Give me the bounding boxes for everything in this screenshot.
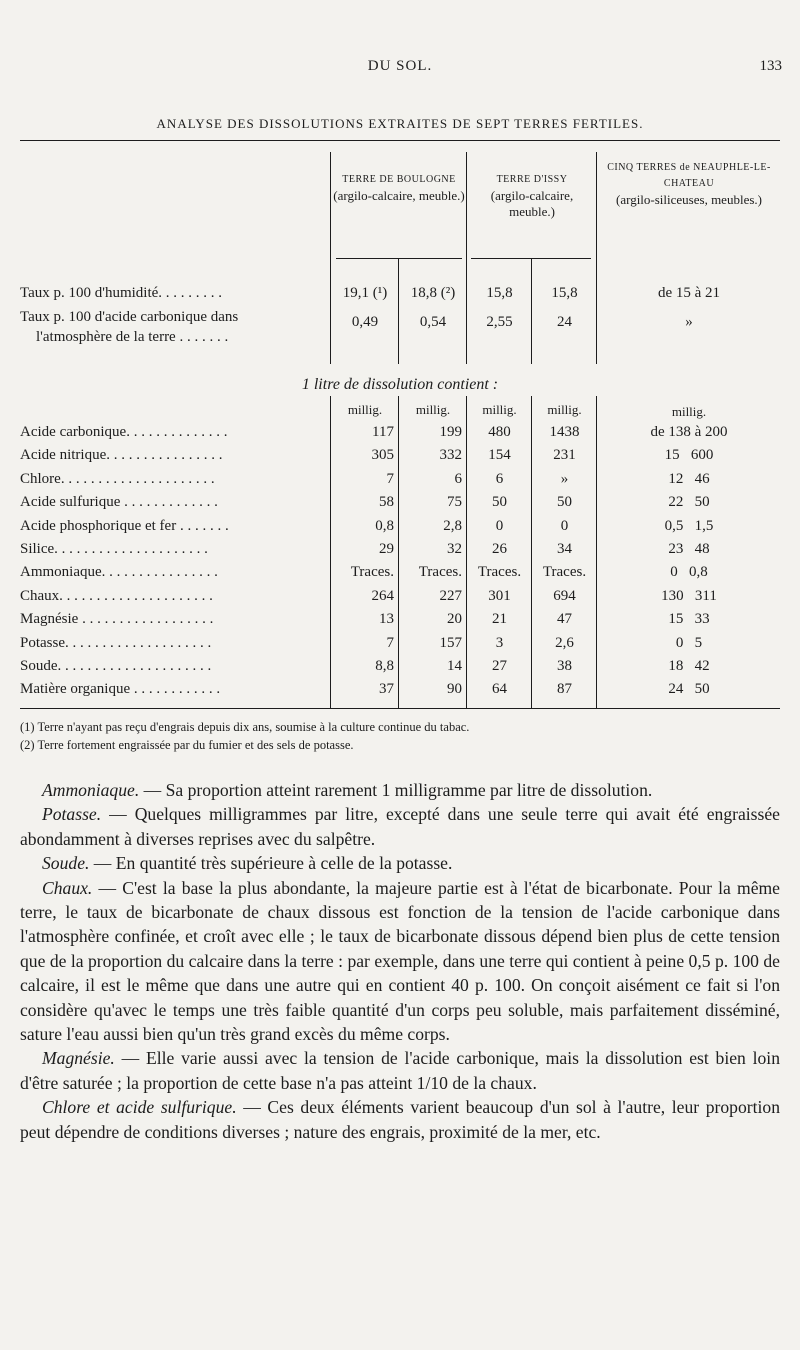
cell: 75 [447, 494, 462, 510]
unit-cell: millig. [347, 402, 383, 417]
body-text [20, 778, 780, 1144]
header-rule [336, 258, 462, 259]
cell: 12 46 [668, 471, 710, 487]
table-bottom-rule [20, 708, 780, 709]
row-label: Acide carbonique. . . . . . . . . . . . . . [20, 424, 228, 440]
row-label: Chlore. . . . . . . . . . . . . . . . . . . . . [20, 471, 215, 487]
paragraph: Potasse. — Quelques milligrammes par litre, excepté dans une seule terre qui avait été engraissée abondamment à diverses reprises avec du salpêtre. [20, 804, 780, 849]
cell: 157 [439, 635, 462, 651]
paragraph: Chaux. — C'est la base la plus abondante, la majeure partie est à l'état de bicarbonate. Pour la même terre, le taux de bicarbonate de chaux dissous est fonction de la tension de l'acide carbonique dans l'atmosphère confinée, et croît avec elle ; le taux de bicarbonate dissous dépend bien plus de cette tension que de la proportion du calcaire dans la terre : par exemple, dans une terre qui contient à peine 0,5 p. 100 de calcaire, il est le même que dans une autre qui en contient 40 p. 100. On conçoit aisément ce fait si l'on considère qu'avec le temps une très faible quantité d'un corps peu soluble, mais parfaitement disséminé, sature l'eau aussi bien qu'un très grand excès du même corps. [20, 877, 780, 1045]
page-number: 133 [759, 58, 782, 74]
cell: 0 [560, 518, 569, 534]
cell: de 15 à 21 [657, 285, 721, 301]
cell: 0 5 [675, 635, 703, 651]
column-header-neauphle [598, 160, 780, 208]
cell: 0,8 [375, 518, 394, 534]
cell: 32 [447, 541, 462, 557]
cell: 15,8 [551, 285, 578, 301]
row-label-co2-cont: l'atmosphère de la terre . . . . . . . [36, 329, 229, 345]
row-label: Magnésie . . . . . . . . . . . . . . . . . . [20, 611, 214, 627]
column-rule [531, 396, 532, 708]
cell: 15,8 [486, 285, 513, 301]
cell: Traces. [542, 564, 587, 580]
cell: 0,54 [419, 314, 447, 330]
cell: 26 [492, 541, 507, 557]
cell: 0,49 [351, 314, 379, 330]
column-rule [466, 396, 467, 708]
row-label-humidity: Taux p. 100 d'humidité. . . . . . . . . [20, 285, 223, 301]
cell: 301 [488, 588, 511, 604]
cell: 38 [557, 658, 572, 674]
cell: 8,8 [375, 658, 394, 674]
column-header-boulogne [332, 172, 466, 204]
cell: » [560, 471, 569, 487]
column-rule [330, 396, 331, 708]
cell: 15 600 [664, 447, 714, 463]
row-label: Soude. . . . . . . . . . . . . . . . . . . . . [20, 658, 212, 674]
cell: 18 42 [668, 658, 710, 674]
paragraph: Chlore et acide sulfurique. — Ces deux éléments varient beaucoup d'un sol à l'autre, leur proportion peut dépendre de conditions diverses ; nature des engrais, proximité de la mer, etc. [20, 1097, 780, 1142]
unit-cell: millig. [547, 402, 582, 417]
cell: 22 50 [668, 494, 710, 510]
cell: 29 [379, 541, 394, 557]
paragraph: Soude. — En quantité très supérieure à celle de la potasse. [42, 853, 453, 874]
row-label: Chaux. . . . . . . . . . . . . . . . . . . . . [20, 588, 213, 604]
cell: 694 [553, 588, 576, 604]
cell: 14 [447, 658, 462, 674]
cell: 3 [495, 635, 504, 651]
column-rule [531, 258, 532, 364]
unit-cell: millig. [482, 402, 517, 417]
cell: 13 [379, 611, 394, 627]
cell: 24 50 [668, 681, 710, 697]
cell: 87 [557, 681, 572, 697]
cell: 27 [492, 658, 507, 674]
footnote-2: (2) Terre fortement engraissée par du fumier et des sels de potasse. [20, 738, 354, 752]
cell: 6 [454, 471, 462, 487]
column-rule [596, 152, 597, 364]
cell: Traces. [350, 564, 394, 580]
row-label: Acide nitrique. . . . . . . . . . . . . . . . [20, 447, 223, 463]
column-name: TERRE D'ISSY [496, 174, 568, 185]
cell: de 138 à 200 [650, 424, 728, 440]
cell: 0 [495, 518, 504, 534]
cell: 2,6 [555, 635, 574, 651]
footnote-1: (1) Terre n'ayant pas reçu d'engrais depuis dix ans, soumise à la culture continue du tabac. [20, 720, 470, 734]
cell: 15 33 [668, 611, 710, 627]
column-name: TERRE DE BOULOGNE [342, 174, 456, 185]
cell: 2,8 [443, 518, 462, 534]
cell: 18,8 (²) [410, 285, 456, 301]
cell: 90 [447, 681, 462, 697]
cell: 264 [371, 588, 394, 604]
cell: 50 [557, 494, 572, 510]
cell: 305 [371, 447, 394, 463]
cell: 64 [492, 681, 507, 697]
cell: 227 [439, 588, 462, 604]
cell: » [685, 314, 693, 330]
column-name: CINQ TERRES de NEAUPHLE-LE-CHATEAU [607, 162, 771, 189]
row-label: Silice. . . . . . . . . . . . . . . . . . . . . [20, 541, 208, 557]
cell: 20 [447, 611, 462, 627]
header-rule [471, 258, 591, 259]
row-label: Acide sulfurique . . . . . . . . . . . . . [20, 494, 218, 510]
cell: 58 [379, 494, 394, 510]
table-title: ANALYSE DES DISSOLUTIONS EXTRAITES DE SEPT TERRES FERTILES. [156, 116, 644, 131]
running-header [0, 58, 800, 82]
column-rule [596, 396, 597, 708]
unit-cell: millig. [415, 402, 451, 417]
table-top-rule [20, 140, 780, 141]
column-header-issy [468, 172, 596, 220]
column-desc: (argilo-siliceuses, meubles.) [616, 192, 762, 207]
cell: 23 48 [668, 541, 710, 557]
cell: 50 [492, 494, 507, 510]
cell: 19,1 (¹) [342, 285, 388, 301]
column-rule [398, 258, 399, 364]
cell: 231 [553, 447, 576, 463]
row-label-co2: Taux p. 100 d'acide carbonique dans [20, 309, 239, 325]
cell: 24 [557, 314, 572, 330]
unit-cell: millig. [671, 404, 707, 419]
cell: 21 [492, 611, 507, 627]
cell: 37 [379, 681, 394, 697]
cell: 47 [557, 611, 572, 627]
section-title: 1 litre de dissolution contient : [301, 376, 499, 393]
cell: 7 [386, 471, 394, 487]
cell: 1438 [549, 424, 580, 440]
row-label: Matière organique . . . . . . . . . . . . [20, 681, 221, 697]
cell: 34 [557, 541, 572, 557]
cell: 480 [488, 424, 511, 440]
cell: 7 [386, 635, 394, 651]
column-rule [466, 152, 467, 364]
cell: 154 [488, 447, 511, 463]
cell: 2,55 [486, 314, 513, 330]
running-title: DU SOL. [367, 58, 433, 74]
row-label: Potasse. . . . . . . . . . . . . . . . . . . . [20, 635, 212, 651]
cell: 0 0,8 [670, 564, 708, 580]
cell: 332 [439, 447, 462, 463]
cell: 117 [372, 424, 394, 440]
column-rule [398, 396, 399, 708]
cell: Traces. [477, 564, 522, 580]
cell: 6 [495, 471, 504, 487]
cell: 0,5 1,5 [664, 518, 714, 534]
cell: 199 [439, 424, 462, 440]
column-rule [330, 152, 331, 364]
row-label: Ammoniaque. . . . . . . . . . . . . . . . [20, 564, 218, 580]
cell: Traces. [418, 564, 462, 580]
column-desc: (argilo-calcaire, meuble.) [333, 188, 465, 203]
cell: 130 311 [661, 588, 717, 604]
column-desc: (argilo-calcaire, meuble.) [490, 188, 574, 219]
row-label: Acide phosphorique et fer . . . . . . . [20, 518, 229, 534]
paragraph: Ammoniaque. — Sa proportion atteint rarement 1 milligramme par litre de dissolution. [42, 780, 653, 800]
paragraph: Magnésie. — Elle varie aussi avec la tension de l'acide carbonique, mais la dissolution est bien loin d'être saturée ; la proportion de cette base n'a pas atteint 1/10 de la chaux. [20, 1048, 780, 1093]
